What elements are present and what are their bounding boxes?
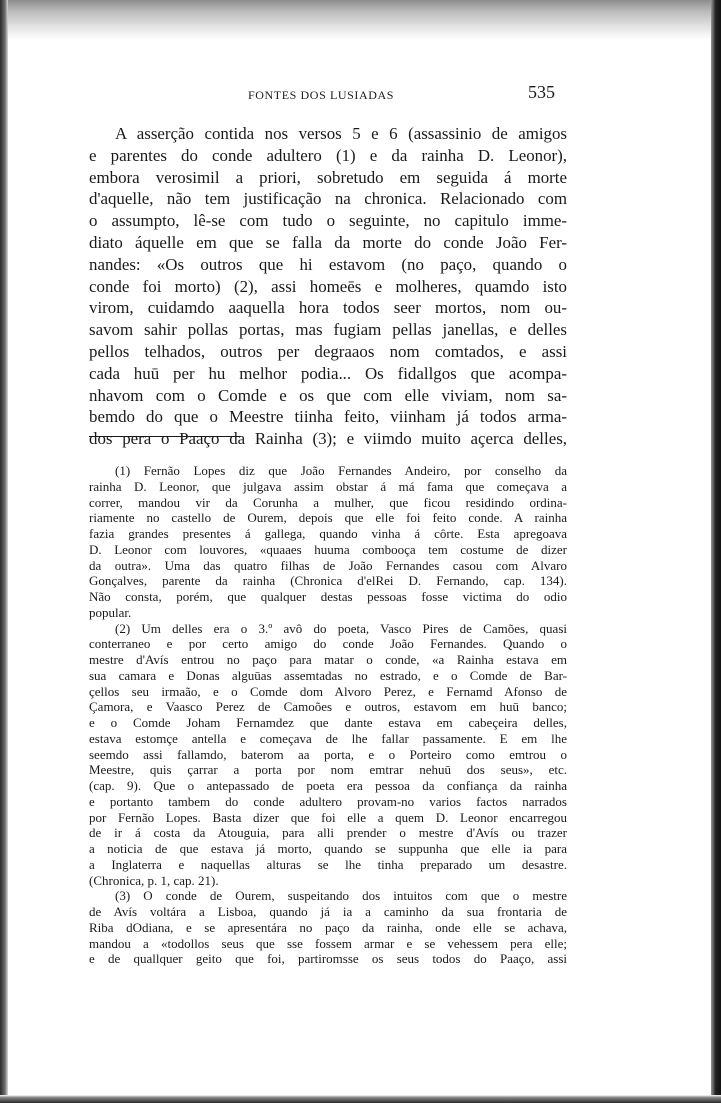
footnote-line: conterraneo e por certo amigo do conde João Fernandes. Quando o — [89, 636, 567, 652]
footnote-line: (cap. 9). Que o antepassado de poeta era pessoa da confiança da rainha — [89, 778, 567, 793]
body-line: nhavom com o Comde e os que com elle viviam, nom sa- — [89, 385, 567, 405]
footnote-line: riamente no castello de Ourem, depois que elle foi feito conde. A rainha — [89, 510, 567, 526]
footnote-line: (1) Fernão Lopes diz que João Fernandes Andeiro, por conselho da — [115, 463, 567, 478]
body-line: e parentes do conde adultero (1) e da rainha D. Leonor), — [89, 145, 567, 165]
main-text — [89, 123, 567, 450]
footnote-line: D. Leonor com louvores, «quaaes huuma comboоça tem costume de dizer — [89, 541, 567, 557]
footnote-line: rainha D. Leonor, que julgava assim obstar á má fama que começava a — [89, 478, 567, 494]
footnote-line: mandou a «todollos seus que sse fossem armar e se vehessem pera elle; — [89, 935, 567, 951]
footnote-line: sua camara e Donas alguūas assemtadas no estrado, e o Comde de Bar- — [89, 667, 567, 683]
footnote-line: (Chronica, p. 1, cap. 21). — [89, 872, 219, 888]
body-line: virom, cuidamdo aaquella hora todos seer mortos, nom ou- — [89, 298, 567, 318]
footnote-line: (3) O conde de Ourem, suspeitando dos intuitos com que o mestre — [115, 888, 567, 904]
footnote-line: por Fernão Lopes. Basta dizer que foi elle a quem D. Leonor encarregou — [89, 809, 567, 825]
body-line: pellos telhados, outros per degraaos nom comtados, e assi — [89, 341, 567, 361]
body-line: d'aquelle, não tem justificação na chronica. Relacionado com — [89, 189, 567, 209]
footnote-line: Não consta, porém, que qualquer destas pessoas fosse victima do odio — [89, 589, 567, 604]
page-header — [88, 82, 568, 106]
footnote-line: da outra». Uma das quatro filhas de João Fernandes casou com Alvaro — [89, 557, 567, 573]
footnote-line: Meestre, quis çarrar a porta por nom emtrar nehuū dos seus», etc. — [89, 762, 567, 778]
footnote-rule — [89, 436, 241, 437]
footnote-line: a Inglaterra e naquellas alturas se lhe tinha preparado um desastre. — [89, 856, 567, 872]
footnote-line: estava estomçe antella e começava de lhe fallar passamente. E em lhe — [89, 730, 567, 746]
body-line: diato áquelle em que se falla da morte do conde João Fer- — [89, 232, 567, 252]
body-line: nandes: «Os outros que hi estavom (no paço, quando o — [89, 254, 567, 274]
footnote-line: de Avís voltára a Lisboa, quando já ia a caminho da sua frontaria de — [89, 904, 567, 919]
footnote-line: e de quallquer geito que foi, partiromsse os seus todos do Paaço, assi — [89, 951, 567, 967]
body-line: A asserção contida nos versos 5 e 6 (assassinio de amigos — [115, 124, 567, 143]
footnote-line: Gonçalves, parente da rainha (Chronica d'elRei D. Fernando, cap. 134). — [89, 573, 567, 589]
page-number: 535 — [528, 82, 555, 102]
footnotes — [89, 463, 567, 967]
footnote-line: fazia grandes presentes á gallega, quando vinha á côrte. Esta apregoava — [89, 526, 567, 541]
body-line: conde foi morto) (2), assi homeēs e molheres, quamdo isto — [89, 276, 567, 296]
body-line: o assumpto, lê-se com tudo o seguinte, no capitulo imme- — [89, 211, 567, 231]
footnote-line: seemdo assi fallamdo, baterom aa porta, e o Porteiro como emtrou o — [89, 746, 567, 762]
body-line: bemdo do que o Meestre tiinha feito, viinham já todos arma- — [89, 407, 567, 427]
running-head: FONTES DOS LUSIADAS — [248, 88, 395, 102]
body-line: embora verosimil a priori, sobretudo em seguida á morte — [89, 167, 567, 187]
body-line: savom sahir pollas portas, mas fugiam pellas janellas, e delles — [89, 320, 567, 340]
footnote-line: çellos seu irmaão, e o Comde dom Alvoro Perez, e Fernamd Afonso de — [89, 683, 567, 699]
body-line: dos pera o Paaço da Rainha (3); e viimdo muito açerca delles, — [89, 429, 567, 449]
footnote-line: e portanto tambem do conde adultero provam-no varios factos narrados — [89, 793, 567, 809]
footnote-line: Çamora, e Vaasco Perez de Camoões e outros, estavom em huū banco; — [89, 699, 567, 715]
body-line: cada huū per hu melhor podia... Os fidallgos que acompa- — [89, 363, 567, 383]
footnote-line: mestre d'Avís entrou no paço para matar o conde, «a Rainha estava em — [89, 652, 567, 667]
footnote-line: (2) Um delles era o 3.º avô do poeta, Vasco Pires de Camões, quasi — [115, 620, 567, 636]
footnote-line: de ir á costa da Atouguia, para alli prender o mestre d'Avís ou trazer — [89, 825, 567, 841]
footnote-line: correr, mandou vir da Corunha a mulher, que ficou residindo ordina- — [89, 494, 567, 510]
footnote-line: popular. — [89, 604, 132, 620]
footnote-line: Riba dOdiana, e se apresentára no paço da rainha, onde elle se achava, — [89, 919, 567, 935]
footnote-line: e o Comde Joham Fernamdez que dante estava em cabeçeira delles, — [89, 715, 567, 730]
footnote-line: a noticia de que estava já morto, quando se suppunha que elle ia para — [89, 841, 567, 856]
